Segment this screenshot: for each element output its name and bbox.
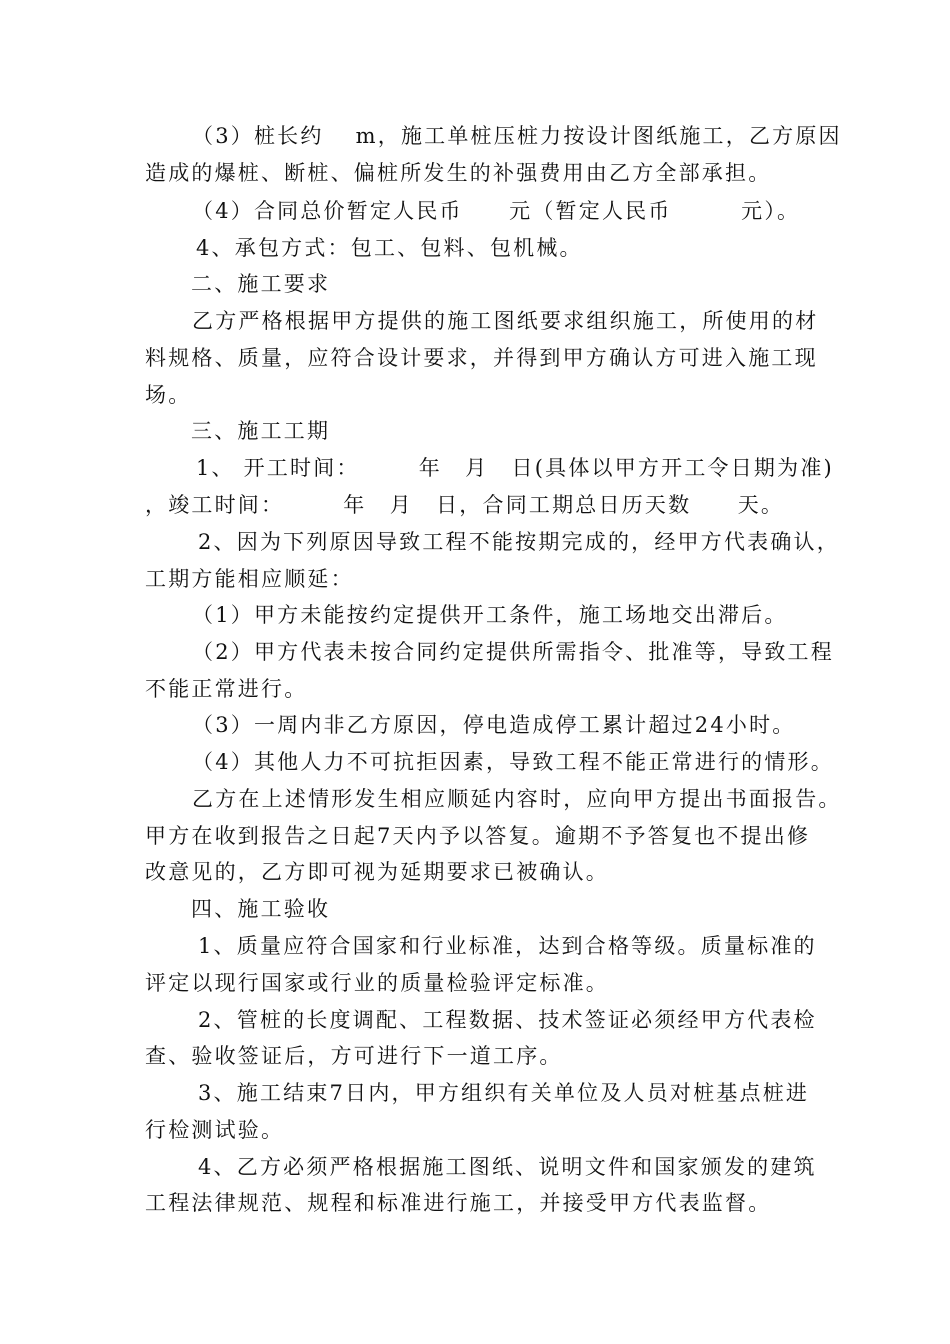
- text-line: 造成的爆桩、断桩、偏桩所发生的补强费用由乙方全部承担。: [145, 161, 772, 185]
- text-line: 工期方能相应顺延：: [145, 567, 354, 591]
- text-line: 甲方在收到报告之日起7天内予以答复。逾期不予答复也不提出修: [145, 824, 811, 848]
- text-line: 1、 开工时间： 年 月 日(具体以甲方开工令日期为准): [196, 456, 834, 480]
- text-line: 乙方严格根据甲方提供的施工图纸要求组织施工，所使用的材: [192, 309, 819, 333]
- text-line: （3）桩长约 m，施工单桩压桩力按设计图纸施工，乙方原因: [192, 124, 842, 148]
- text-line: 料规格、质量，应符合设计要求，并得到甲方确认方可进入施工现: [145, 346, 818, 370]
- text-line: 评定以现行国家或行业的质量检验评定标准。: [145, 971, 609, 995]
- text-line: （4）其他人力不可抗拒因素，导致工程不能正常进行的情形。: [192, 750, 834, 774]
- text-line: 4、乙方必须严格根据施工图纸、说明文件和国家颁发的建筑: [198, 1155, 817, 1179]
- text-line: 查、验收签证后，方可进行下一道工序。: [145, 1044, 563, 1068]
- text-line: （1）甲方未能按约定提供开工条件，施工场地交出滞后。: [192, 603, 788, 627]
- text-line: （2）甲方代表未按合同约定提供所需指令、批准等，导致工程: [192, 640, 834, 664]
- section-heading: 二、施工要求: [191, 272, 331, 296]
- text-line: 工程法律规范、规程和标准进行施工，并接受甲方代表监督。: [145, 1191, 772, 1215]
- text-line: 1、质量应符合国家和行业标准，达到合格等级。质量标准的: [198, 934, 817, 958]
- text-line: （4）合同总价暂定人民币 元（暂定人民币 元）。: [192, 199, 801, 223]
- text-line: 3、施工结束7日内，甲方组织有关单位及人员对桩基点桩进: [198, 1081, 810, 1105]
- text-line: 2、管桩的长度调配、工程数据、技术签证必须经甲方代表检: [198, 1008, 817, 1032]
- text-line: 2、因为下列原因导致工程不能按期完成的，经甲方代表确认，: [198, 530, 840, 554]
- text-line: （3）一周内非乙方原因，停电造成停工累计超过24小时。: [192, 713, 796, 737]
- text-line: 场。: [145, 383, 192, 407]
- text-line: 不能正常进行。: [145, 677, 308, 701]
- text-line: 4、承包方式：包工、包料、包机械。: [196, 236, 583, 260]
- section-heading: 四、施工验收: [191, 897, 331, 921]
- text-line: 行检测试验。: [145, 1118, 285, 1142]
- text-line: 乙方在上述情形发生相应顺延内容时，应向甲方提出书面报告。: [192, 787, 842, 811]
- text-line: ，竣工时间： 年 月 日，合同工期总日历天数 天。: [145, 493, 785, 517]
- section-heading: 三、施工工期: [191, 419, 331, 443]
- text-line: 改意见的，乙方即可视为延期要求已被确认。: [145, 860, 609, 884]
